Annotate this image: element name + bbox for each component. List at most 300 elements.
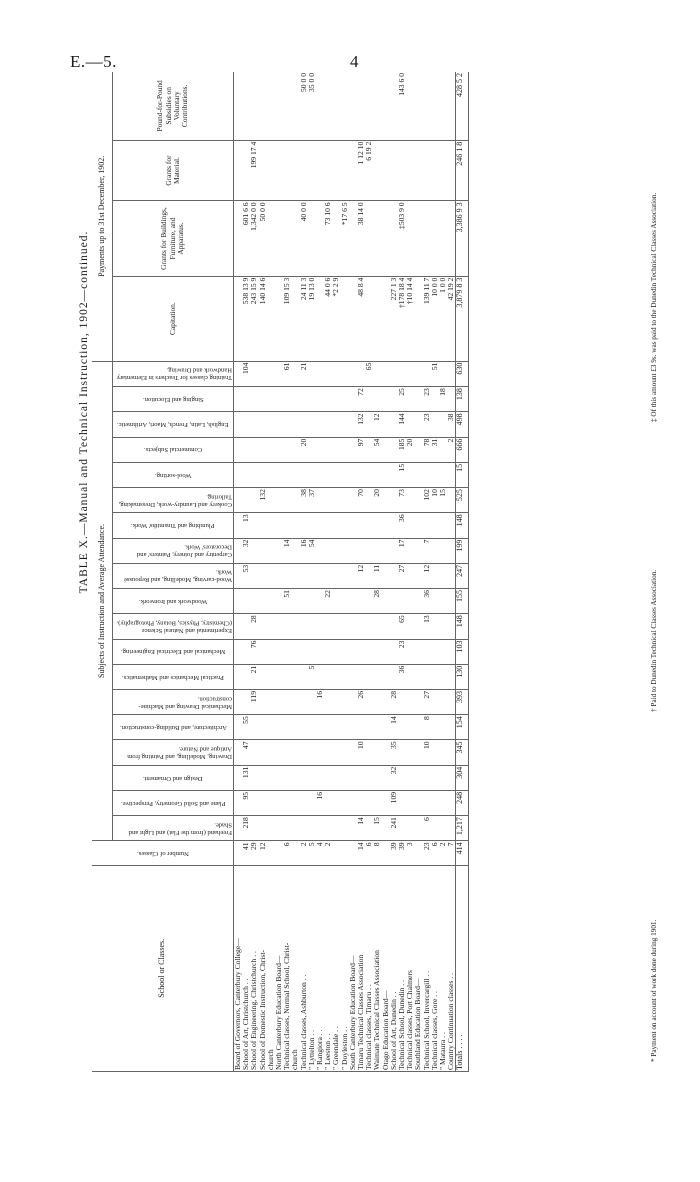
attendance-value bbox=[267, 689, 275, 714]
attendance-value bbox=[431, 816, 439, 841]
table-row bbox=[300, 72, 308, 1072]
attendance-value bbox=[332, 538, 340, 563]
attendance-value bbox=[275, 715, 283, 740]
header-subject-label: Commercial Subjects. bbox=[143, 446, 203, 454]
attendance-value bbox=[414, 639, 422, 664]
attendance-value bbox=[382, 412, 390, 437]
payment-value bbox=[267, 201, 275, 276]
attendance-value: 21 bbox=[250, 664, 258, 689]
attendance-value bbox=[283, 689, 291, 714]
header-subject-11 bbox=[113, 538, 234, 563]
attendance-value bbox=[406, 614, 414, 639]
attendance-value bbox=[406, 740, 414, 765]
attendance-value bbox=[267, 361, 275, 387]
attendance-value bbox=[373, 387, 381, 412]
payment-value bbox=[283, 201, 291, 276]
attendance-value bbox=[308, 715, 316, 740]
attendance-value: 18 bbox=[439, 387, 447, 412]
attendance-value bbox=[324, 437, 332, 462]
attendance-value bbox=[439, 765, 447, 790]
attendance-value bbox=[283, 513, 291, 538]
attendance-value bbox=[291, 790, 299, 815]
school-name: " Greendale . . bbox=[332, 865, 340, 1071]
payment-value bbox=[414, 201, 422, 276]
totals-attendance: 199 bbox=[456, 538, 469, 563]
attendance-value bbox=[267, 816, 275, 841]
header-subject-14 bbox=[113, 462, 234, 487]
attendance-value bbox=[291, 816, 299, 841]
payment-value: 139 11 7 bbox=[423, 276, 431, 361]
attendance-value bbox=[423, 664, 431, 689]
attendance-value: 28 bbox=[373, 589, 381, 614]
attendance-value: 13 bbox=[242, 513, 250, 538]
number-of-classes: 39 bbox=[390, 841, 398, 865]
payment-value bbox=[398, 140, 406, 201]
attendance-value bbox=[283, 790, 291, 815]
attendance-value bbox=[283, 639, 291, 664]
attendance-value bbox=[373, 361, 381, 387]
attendance-value bbox=[300, 740, 308, 765]
attendance-value bbox=[341, 488, 349, 513]
attendance-value bbox=[267, 412, 275, 437]
payment-value bbox=[365, 276, 373, 361]
school-name: School of Engineering, Christchurch . . bbox=[250, 865, 258, 1071]
payment-value bbox=[259, 72, 267, 140]
attendance-value: 51 bbox=[431, 361, 439, 387]
attendance-value bbox=[414, 361, 422, 387]
attendance-value bbox=[283, 437, 291, 462]
table-row bbox=[267, 72, 275, 1072]
payment-value bbox=[341, 72, 349, 140]
attendance-value: 14 bbox=[357, 816, 365, 841]
attendance-value bbox=[439, 614, 447, 639]
school-name: " Doyleston . . bbox=[341, 865, 349, 1071]
attendance-value bbox=[349, 639, 357, 664]
payment-value bbox=[373, 72, 381, 140]
header-number-of-classes bbox=[92, 841, 234, 865]
payment-value: 243 15 9 bbox=[250, 276, 258, 361]
attendance-value bbox=[234, 664, 243, 689]
attendance-value bbox=[234, 437, 243, 462]
attendance-value bbox=[324, 639, 332, 664]
attendance-value: 12 bbox=[373, 412, 381, 437]
attendance-value bbox=[431, 765, 439, 790]
attendance-value bbox=[291, 740, 299, 765]
attendance-value bbox=[398, 361, 406, 387]
header-payments: Payments up to 31st December, 1902. bbox=[92, 72, 113, 361]
header-subject-label: Woodwork and Ironwork. bbox=[138, 597, 208, 605]
attendance-value bbox=[341, 462, 349, 487]
attendance-value bbox=[275, 513, 283, 538]
attendance-value bbox=[357, 664, 365, 689]
header-subject-label: Wood-carving, Modelling, and Repoussé Work. bbox=[123, 568, 232, 584]
header-subject-4 bbox=[113, 715, 234, 740]
attendance-value bbox=[242, 387, 250, 412]
attendance-value bbox=[414, 790, 422, 815]
payment-value bbox=[308, 201, 316, 276]
header-subject-label: Practical Mechanics and Mathematics. bbox=[122, 673, 224, 681]
attendance-value: 6 bbox=[423, 816, 431, 841]
attendance-value bbox=[431, 689, 439, 714]
attendance-value bbox=[324, 664, 332, 689]
attendance-value: 20 bbox=[406, 437, 414, 462]
attendance-value: 32 bbox=[242, 538, 250, 563]
attendance-value bbox=[382, 589, 390, 614]
attendance-value bbox=[275, 765, 283, 790]
number-of-classes: 5 bbox=[308, 841, 316, 865]
attendance-value bbox=[365, 689, 373, 714]
attendance-value bbox=[332, 765, 340, 790]
attendance-value bbox=[234, 488, 243, 513]
attendance-value bbox=[300, 387, 308, 412]
attendance-value: 12 bbox=[357, 563, 365, 588]
table-row bbox=[382, 72, 390, 1072]
attendance-value bbox=[382, 488, 390, 513]
attendance-value bbox=[283, 387, 291, 412]
attendance-value bbox=[242, 437, 250, 462]
attendance-value: 61 bbox=[283, 361, 291, 387]
attendance-value bbox=[439, 715, 447, 740]
attendance-value bbox=[406, 462, 414, 487]
attendance-value bbox=[275, 614, 283, 639]
attendance-value bbox=[324, 740, 332, 765]
table-row bbox=[423, 72, 431, 1072]
header-subject-3 bbox=[113, 740, 234, 765]
attendance-value bbox=[291, 639, 299, 664]
attendance-value bbox=[275, 387, 283, 412]
attendance-value bbox=[398, 765, 406, 790]
attendance-value bbox=[234, 589, 243, 614]
header-subject-5 bbox=[113, 689, 234, 714]
school-name: School of Domestic Instruction, Christ- bbox=[259, 865, 267, 1071]
school-name: Waimate Technical Classes Association bbox=[373, 865, 381, 1071]
attendance-value: 38 bbox=[447, 412, 456, 437]
attendance-value: 2 bbox=[447, 437, 456, 462]
attendance-value bbox=[267, 462, 275, 487]
payment-value: 109 15 3 bbox=[283, 276, 291, 361]
table-frame bbox=[92, 72, 638, 1072]
attendance-value: 54 bbox=[373, 437, 381, 462]
header-subject-label: Wool-sorting. bbox=[154, 471, 192, 479]
payment-value bbox=[316, 72, 324, 140]
attendance-value: 55 bbox=[242, 715, 250, 740]
payment-value bbox=[406, 201, 414, 276]
attendance-value bbox=[316, 765, 324, 790]
payment-value bbox=[373, 140, 381, 201]
attendance-value: 5 bbox=[308, 664, 316, 689]
attendance-value bbox=[242, 589, 250, 614]
attendance-value bbox=[308, 387, 316, 412]
school-name: " Rangiora . . bbox=[316, 865, 324, 1071]
number-of-classes: 6 bbox=[431, 841, 439, 865]
attendance-value bbox=[398, 589, 406, 614]
attendance-value bbox=[332, 361, 340, 387]
attendance-value bbox=[341, 563, 349, 588]
attendance-value bbox=[365, 715, 373, 740]
attendance-value bbox=[365, 387, 373, 412]
attendance-value bbox=[316, 387, 324, 412]
attendance-value: 51 bbox=[283, 589, 291, 614]
attendance-value bbox=[398, 816, 406, 841]
attendance-value bbox=[341, 412, 349, 437]
number-of-classes: 4 bbox=[316, 841, 324, 865]
header-subject-2 bbox=[113, 765, 234, 790]
attendance-value bbox=[316, 664, 324, 689]
attendance-value bbox=[300, 639, 308, 664]
header-subject-label: Plane and Solid Geometry, Perspective. bbox=[120, 799, 226, 807]
attendance-value bbox=[259, 639, 267, 664]
attendance-value bbox=[398, 790, 406, 815]
attendance-value bbox=[414, 462, 422, 487]
footnote-3: ‡ Of this amount £3 9s. was paid to the Dunedin Technical Classes Association. bbox=[650, 192, 658, 422]
payment-value: †178 18 4 bbox=[398, 276, 406, 361]
header-subject-label: Design and Ornament. bbox=[143, 774, 203, 782]
attendance-value bbox=[341, 715, 349, 740]
attendance-value bbox=[357, 765, 365, 790]
attendance-value bbox=[390, 361, 398, 387]
attendance-value: 28 bbox=[250, 614, 258, 639]
attendance-value: 16 bbox=[316, 790, 324, 815]
school-name: Technical School, Dunedin . . bbox=[398, 865, 406, 1071]
attendance-value bbox=[316, 462, 324, 487]
school-name: Technical classes, Ashburton . . bbox=[300, 865, 308, 1071]
attendance-value bbox=[250, 563, 258, 588]
attendance-value bbox=[357, 715, 365, 740]
attendance-value bbox=[414, 765, 422, 790]
attendance-value bbox=[365, 765, 373, 790]
attendance-value bbox=[423, 513, 431, 538]
attendance-value: 23 bbox=[423, 387, 431, 412]
header-subject-label: Training classes for Teachers in Elementary Handwork and Drawing. bbox=[116, 366, 232, 382]
attendance-value bbox=[283, 816, 291, 841]
payment-value: 35 0 0 bbox=[308, 72, 316, 140]
attendance-value bbox=[423, 462, 431, 487]
attendance-value bbox=[431, 589, 439, 614]
attendance-value bbox=[431, 513, 439, 538]
attendance-value bbox=[365, 513, 373, 538]
attendance-value bbox=[349, 765, 357, 790]
attendance-value bbox=[349, 462, 357, 487]
attendance-value bbox=[357, 589, 365, 614]
attendance-value bbox=[332, 664, 340, 689]
attendance-value bbox=[341, 538, 349, 563]
attendance-value bbox=[291, 664, 299, 689]
payment-value bbox=[300, 140, 308, 201]
attendance-value: 109 bbox=[390, 790, 398, 815]
attendance-value bbox=[259, 589, 267, 614]
attendance-value: 14 bbox=[390, 715, 398, 740]
school-name: " Lyttelton . . bbox=[308, 865, 316, 1071]
attendance-value bbox=[431, 563, 439, 588]
attendance-value bbox=[242, 412, 250, 437]
attendance-value bbox=[406, 387, 414, 412]
payment-value bbox=[382, 201, 390, 276]
attendance-value bbox=[259, 790, 267, 815]
attendance-value: 8 bbox=[423, 715, 431, 740]
payment-value bbox=[349, 72, 357, 140]
attendance-value bbox=[439, 589, 447, 614]
attendance-value bbox=[316, 538, 324, 563]
attendance-value bbox=[291, 589, 299, 614]
number-of-classes bbox=[341, 841, 349, 865]
attendance-value: 36 bbox=[423, 589, 431, 614]
attendance-value bbox=[341, 765, 349, 790]
attendance-value bbox=[406, 790, 414, 815]
attendance-value bbox=[283, 563, 291, 588]
attendance-value: 54 bbox=[308, 538, 316, 563]
payment-value: 50 0 0 bbox=[300, 72, 308, 140]
attendance-value bbox=[259, 816, 267, 841]
payment-value: 140 14 6 bbox=[259, 276, 267, 361]
payment-value bbox=[275, 72, 283, 140]
attendance-value: 47 bbox=[242, 740, 250, 765]
attendance-value bbox=[308, 412, 316, 437]
school-name: South Canterbury Education Board— bbox=[349, 865, 357, 1071]
attendance-value bbox=[291, 412, 299, 437]
attendance-value bbox=[300, 816, 308, 841]
header-subject-label: Cookery and Laundry-work, Dressmaking, Tailoring. bbox=[118, 493, 232, 508]
attendance-value bbox=[275, 664, 283, 689]
header-payment-label: Capitation. bbox=[167, 302, 177, 335]
attendance-value bbox=[275, 790, 283, 815]
attendance-value: 23 bbox=[398, 639, 406, 664]
table-title: TABLE X.—Manual and Technical Instruction, 1902—continued. bbox=[78, 230, 90, 594]
payment-value bbox=[259, 140, 267, 201]
totals-attendance: 498 bbox=[456, 412, 469, 437]
attendance-value bbox=[267, 513, 275, 538]
totals-payment: 428 5 2 bbox=[456, 72, 469, 140]
attendance-value bbox=[316, 614, 324, 639]
attendance-value: 11 bbox=[373, 563, 381, 588]
attendance-value: 36 bbox=[398, 513, 406, 538]
attendance-value bbox=[439, 538, 447, 563]
attendance-value bbox=[291, 462, 299, 487]
number-of-classes: 8 bbox=[373, 841, 381, 865]
payment-value bbox=[439, 140, 447, 201]
header-subject-6 bbox=[113, 664, 234, 689]
header-subject-label: Architecture, and Building-construction. bbox=[119, 724, 227, 732]
payment-value bbox=[275, 201, 283, 276]
totals-attendance: 155 bbox=[456, 589, 469, 614]
attendance-value bbox=[283, 740, 291, 765]
school-name: North Canterbury Education Board— bbox=[275, 865, 283, 1071]
totals-attendance: 630 bbox=[456, 361, 469, 387]
attendance-value bbox=[283, 765, 291, 790]
attendance-value bbox=[349, 790, 357, 815]
number-of-classes: 6 bbox=[365, 841, 373, 865]
attendance-value bbox=[341, 513, 349, 538]
attendance-value bbox=[324, 387, 332, 412]
attendance-value: 32 bbox=[390, 765, 398, 790]
attendance-value bbox=[332, 437, 340, 462]
attendance-value bbox=[259, 462, 267, 487]
table-row bbox=[406, 72, 414, 1072]
attendance-value bbox=[283, 614, 291, 639]
attendance-value bbox=[332, 589, 340, 614]
school-name: Technical School, Invercargill . . bbox=[423, 865, 431, 1071]
totals-attendance: 154 bbox=[456, 715, 469, 740]
attendance-value bbox=[349, 361, 357, 387]
payment-value bbox=[423, 72, 431, 140]
attendance-value bbox=[431, 715, 439, 740]
attendance-value bbox=[406, 765, 414, 790]
attendance-value: 28 bbox=[390, 689, 398, 714]
attendance-value bbox=[341, 589, 349, 614]
attendance-value bbox=[308, 765, 316, 790]
payment-value bbox=[390, 140, 398, 201]
attendance-value bbox=[267, 387, 275, 412]
attendance-value bbox=[267, 614, 275, 639]
table-row bbox=[259, 72, 267, 1072]
attendance-value bbox=[291, 715, 299, 740]
attendance-value bbox=[259, 563, 267, 588]
attendance-value bbox=[234, 412, 243, 437]
attendance-value bbox=[373, 639, 381, 664]
attendance-value bbox=[398, 689, 406, 714]
attendance-value bbox=[267, 740, 275, 765]
payment-value: 199 17 4 bbox=[250, 140, 258, 201]
header-subjects: Subjects of Instruction and Average Attendance. bbox=[92, 361, 113, 841]
attendance-value bbox=[300, 614, 308, 639]
table-row bbox=[308, 72, 316, 1072]
attendance-value bbox=[406, 639, 414, 664]
payment-value: 19 13 0 bbox=[308, 276, 316, 361]
attendance-value bbox=[267, 790, 275, 815]
payment-value bbox=[308, 140, 316, 201]
table-row bbox=[431, 72, 439, 1072]
attendance-value bbox=[259, 664, 267, 689]
table-row bbox=[291, 72, 299, 1072]
attendance-value bbox=[423, 765, 431, 790]
attendance-value: 15 bbox=[373, 816, 381, 841]
number-of-classes: 3 bbox=[406, 841, 414, 865]
attendance-value: 15 bbox=[398, 462, 406, 487]
payment-value bbox=[431, 201, 439, 276]
attendance-value bbox=[308, 361, 316, 387]
payment-value: 73 10 6 bbox=[324, 201, 332, 276]
attendance-value bbox=[414, 513, 422, 538]
attendance-value bbox=[373, 538, 381, 563]
attendance-value bbox=[341, 740, 349, 765]
attendance-value bbox=[341, 664, 349, 689]
attendance-value bbox=[365, 538, 373, 563]
attendance-value bbox=[275, 740, 283, 765]
attendance-value bbox=[406, 664, 414, 689]
page-ref: E.—5. bbox=[70, 52, 117, 71]
payment-value bbox=[250, 72, 258, 140]
attendance-value bbox=[308, 614, 316, 639]
school-name: Technical classes, Gore . . bbox=[431, 865, 439, 1071]
attendance-value bbox=[267, 589, 275, 614]
attendance-value bbox=[382, 513, 390, 538]
attendance-value bbox=[406, 513, 414, 538]
number-of-classes: 29 bbox=[250, 841, 258, 865]
totals-label: Totals . . . . bbox=[456, 865, 469, 1071]
attendance-value bbox=[373, 462, 381, 487]
payment-value: ‡503 9 0 bbox=[398, 201, 406, 276]
attendance-value bbox=[267, 664, 275, 689]
attendance-value bbox=[341, 639, 349, 664]
attendance-value: 37 bbox=[308, 488, 316, 513]
attendance-value bbox=[332, 715, 340, 740]
attendance-value bbox=[267, 563, 275, 588]
attendance-value: 14 bbox=[283, 538, 291, 563]
payment-value bbox=[324, 72, 332, 140]
attendance-value bbox=[234, 614, 243, 639]
payment-value bbox=[439, 201, 447, 276]
totals-payment: 3,879 8 3 bbox=[456, 276, 469, 361]
payment-value: 38 14 0 bbox=[357, 201, 365, 276]
